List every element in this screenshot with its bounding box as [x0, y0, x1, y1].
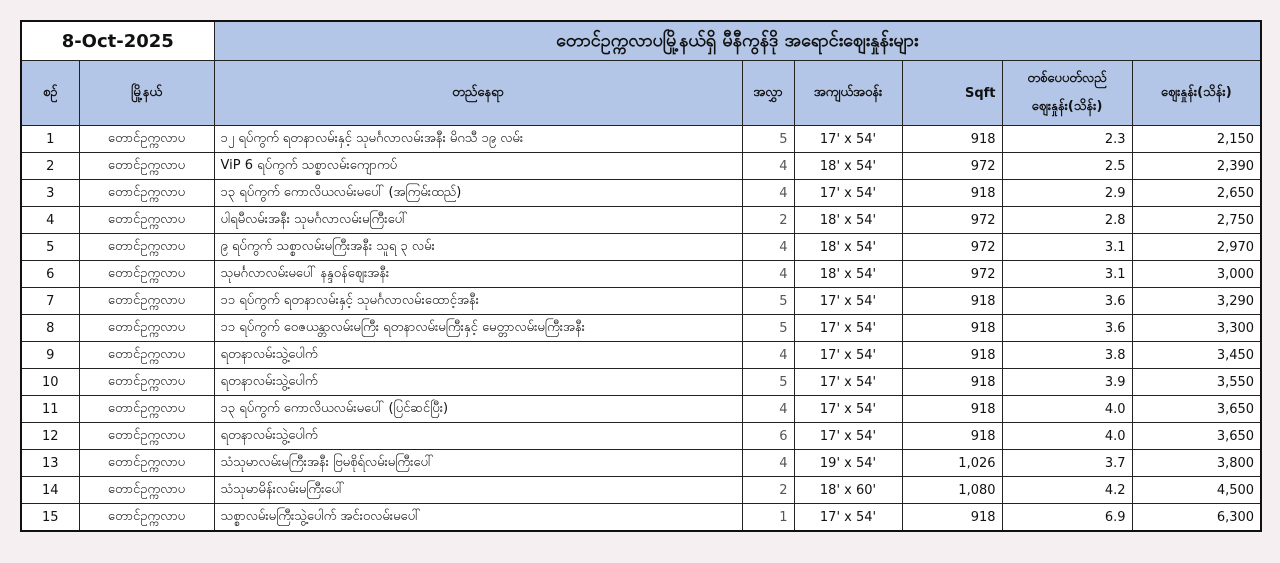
row-no: 7 [21, 288, 79, 315]
row-sqft: 918 [902, 423, 1002, 450]
row-no: 14 [21, 477, 79, 504]
row-floor: 5 [742, 288, 794, 315]
row-price-per-sqft: 2.9 [1002, 180, 1132, 207]
row-location: ၁၁ ရပ်ကွက် ရတနာလမ်းနှင့် သုမင်္ဂလာလမ်းထောင့်အနီး [214, 288, 742, 315]
row-no: 13 [21, 450, 79, 477]
row-no: 5 [21, 234, 79, 261]
row-floor: 5 [742, 369, 794, 396]
row-sqft: 1,080 [902, 477, 1002, 504]
row-no: 3 [21, 180, 79, 207]
row-price-per-sqft: 6.9 [1002, 504, 1132, 532]
row-sqft: 972 [902, 153, 1002, 180]
row-location: ၁၃ ရပ်ကွက် ကောလိယလမ်းမပေါ် (အကြမ်းထည်) [214, 180, 742, 207]
row-sqft: 918 [902, 504, 1002, 532]
row-dimension: 17' x 54' [794, 180, 902, 207]
row-township: တောင်ဥက္ကလာပ [79, 396, 214, 423]
header-price: ဈေးနှုန်း(သိန်း) [1132, 61, 1261, 126]
table-row [21, 504, 1261, 532]
row-dimension: 17' x 54' [794, 396, 902, 423]
table-row [21, 369, 1261, 396]
row-price: 3,550 [1132, 369, 1261, 396]
table-title: တောင်ဥက္ကလာပမြို့နယ်ရှိ မီနီကွန်ဒို အရောင်းဈေးနှုန်းများ [214, 21, 1261, 61]
row-floor: 1 [742, 504, 794, 532]
row-floor: 5 [742, 315, 794, 342]
row-price-per-sqft: 3.9 [1002, 369, 1132, 396]
table-row [21, 207, 1261, 234]
row-dimension: 18' x 54' [794, 207, 902, 234]
row-price: 2,650 [1132, 180, 1261, 207]
table-row [21, 234, 1261, 261]
row-location: သုမင်္ဂလာလမ်းမပေါ် နန္ဒဝန်ဈေးအနီး [214, 261, 742, 288]
row-no: 6 [21, 261, 79, 288]
row-sqft: 918 [902, 288, 1002, 315]
row-dimension: 17' x 54' [794, 288, 902, 315]
row-price-per-sqft: 3.7 [1002, 450, 1132, 477]
row-township: တောင်ဥက္ကလာပ [79, 315, 214, 342]
row-dimension: 18' x 54' [794, 261, 902, 288]
table-row [21, 153, 1261, 180]
row-floor: 6 [742, 423, 794, 450]
header-no: စဉ် [21, 61, 79, 126]
row-price: 3,290 [1132, 288, 1261, 315]
table-row [21, 180, 1261, 207]
row-sqft: 972 [902, 207, 1002, 234]
row-no: 1 [21, 126, 79, 153]
row-dimension: 17' x 54' [794, 504, 902, 532]
header-row [21, 61, 1261, 126]
row-price-per-sqft: 3.1 [1002, 234, 1132, 261]
row-price: 3,650 [1132, 423, 1261, 450]
row-location: သံသုမာမိန်းလမ်းမကြီးပေါ် [214, 477, 742, 504]
row-price: 2,390 [1132, 153, 1261, 180]
row-no: 4 [21, 207, 79, 234]
row-floor: 4 [742, 180, 794, 207]
row-floor: 4 [742, 153, 794, 180]
row-price: 3,800 [1132, 450, 1261, 477]
row-no: 15 [21, 504, 79, 532]
table-row [21, 288, 1261, 315]
row-no: 12 [21, 423, 79, 450]
row-dimension: 18' x 60' [794, 477, 902, 504]
row-township: တောင်ဥက္ကလာပ [79, 423, 214, 450]
row-dimension: 17' x 54' [794, 369, 902, 396]
row-township: တောင်ဥက္ကလာပ [79, 342, 214, 369]
row-dimension: 17' x 54' [794, 342, 902, 369]
row-sqft: 972 [902, 261, 1002, 288]
row-dimension: 19' x 54' [794, 450, 902, 477]
row-location: ၁၁ ရပ်ကွက် ဝေဇယန္တာလမ်းမကြီး ရတနာလမ်းမကြီးနှင့် မေတ္တာလမ်းမကြီးအနီး [214, 315, 742, 342]
header-dimension: အကျယ်အဝန်း [794, 61, 902, 126]
row-dimension: 17' x 54' [794, 423, 902, 450]
row-price-per-sqft: 2.3 [1002, 126, 1132, 153]
row-price-per-sqft: 4.0 [1002, 423, 1132, 450]
row-floor: 4 [742, 450, 794, 477]
row-price: 6,300 [1132, 504, 1261, 532]
row-dimension: 18' x 54' [794, 153, 902, 180]
row-location: ViP 6 ရပ်ကွက် သစ္စာလမ်းကျောကပ် [214, 153, 742, 180]
row-township: တောင်ဥက္ကလာပ [79, 126, 214, 153]
price-table-container [20, 20, 1260, 531]
condo-price-table [20, 20, 1262, 532]
row-township: တောင်ဥက္ကလာပ [79, 153, 214, 180]
row-price: 4,500 [1132, 477, 1261, 504]
row-sqft: 972 [902, 234, 1002, 261]
row-township: တောင်ဥက္ကလာပ [79, 477, 214, 504]
row-location: သံသုမာလမ်းမကြီးအနီး ဗြမစိုရ်လမ်းမကြီးပေါ် [214, 450, 742, 477]
row-township: တောင်ဥက္ကလာပ [79, 504, 214, 532]
row-price: 3,300 [1132, 315, 1261, 342]
row-dimension: 17' x 54' [794, 126, 902, 153]
row-dimension: 17' x 54' [794, 315, 902, 342]
row-price: 2,750 [1132, 207, 1261, 234]
row-sqft: 918 [902, 315, 1002, 342]
row-location: ပါရမီလမ်းအနီး သုမင်္ဂလာလမ်းမကြီးပေါ် [214, 207, 742, 234]
row-price: 3,450 [1132, 342, 1261, 369]
row-floor: 5 [742, 126, 794, 153]
table-row [21, 126, 1261, 153]
row-township: တောင်ဥက္ကလာပ [79, 180, 214, 207]
row-floor: 4 [742, 234, 794, 261]
row-location: ၁၃ ရပ်ကွက် ကောလိယလမ်းမပေါ် (ပြင်ဆင်ပြီး) [214, 396, 742, 423]
row-floor: 4 [742, 261, 794, 288]
table-row [21, 342, 1261, 369]
row-township: တောင်ဥက္ကလာပ [79, 288, 214, 315]
row-floor: 4 [742, 342, 794, 369]
row-price: 3,650 [1132, 396, 1261, 423]
row-dimension: 18' x 54' [794, 234, 902, 261]
table-row [21, 261, 1261, 288]
row-township: တောင်ဥက္ကလာပ [79, 450, 214, 477]
row-sqft: 918 [902, 126, 1002, 153]
row-price-per-sqft: 3.6 [1002, 315, 1132, 342]
table-row [21, 477, 1261, 504]
row-no: 9 [21, 342, 79, 369]
row-township: တောင်ဥက္ကလာပ [79, 261, 214, 288]
row-price-per-sqft: 4.0 [1002, 396, 1132, 423]
header-price-per-sqft: တစ်ပေပတ်လည် ဈေးနှုန်း(သိန်း) [1002, 61, 1132, 126]
table-row [21, 450, 1261, 477]
row-location: သစ္စာလမ်းမကြီးသွဲ့ပေါက် အင်းဝလမ်းမပေါ် [214, 504, 742, 532]
table-row [21, 423, 1261, 450]
row-price-per-sqft: 3.6 [1002, 288, 1132, 315]
row-no: 8 [21, 315, 79, 342]
row-price: 2,150 [1132, 126, 1261, 153]
row-location: ၉ ရပ်ကွက် သစ္စာလမ်းမကြီးအနီး သူရ ၃ လမ်း [214, 234, 742, 261]
row-location: ၁၂ ရပ်ကွက် ရတနာလမ်းနှင့် သုမင်္ဂလာလမ်းအနီး မိဂသီ ၁၉ လမ်း [214, 126, 742, 153]
row-price-per-sqft: 3.1 [1002, 261, 1132, 288]
table-row [21, 396, 1261, 423]
table-row [21, 315, 1261, 342]
row-floor: 4 [742, 396, 794, 423]
row-price-per-sqft: 2.8 [1002, 207, 1132, 234]
header-floor: အလွှာ [742, 61, 794, 126]
row-price-per-sqft: 4.2 [1002, 477, 1132, 504]
row-location: ရတနာလမ်းသွဲ့ပေါက် [214, 423, 742, 450]
row-township: တောင်ဥက္ကလာပ [79, 234, 214, 261]
row-no: 2 [21, 153, 79, 180]
row-township: တောင်ဥက္ကလာပ [79, 369, 214, 396]
row-no: 10 [21, 369, 79, 396]
row-floor: 2 [742, 477, 794, 504]
header-sqft: Sqft [902, 61, 1002, 126]
row-sqft: 918 [902, 180, 1002, 207]
row-floor: 2 [742, 207, 794, 234]
row-price-per-sqft: 2.5 [1002, 153, 1132, 180]
row-no: 11 [21, 396, 79, 423]
row-sqft: 918 [902, 369, 1002, 396]
report-date: 8-Oct-2025 [21, 21, 214, 61]
row-price: 2,970 [1132, 234, 1261, 261]
row-price: 3,000 [1132, 261, 1261, 288]
row-location: ရတနာလမ်းသွဲ့ပေါက် [214, 342, 742, 369]
table-body [21, 126, 1261, 532]
row-price-per-sqft: 3.8 [1002, 342, 1132, 369]
row-township: တောင်ဥက္ကလာပ [79, 207, 214, 234]
header-location: တည်နေရာ [214, 61, 742, 126]
header-township: မြို့နယ် [79, 61, 214, 126]
row-sqft: 918 [902, 396, 1002, 423]
row-sqft: 1,026 [902, 450, 1002, 477]
row-location: ရတနာလမ်းသွဲ့ပေါက် [214, 369, 742, 396]
row-sqft: 918 [902, 342, 1002, 369]
